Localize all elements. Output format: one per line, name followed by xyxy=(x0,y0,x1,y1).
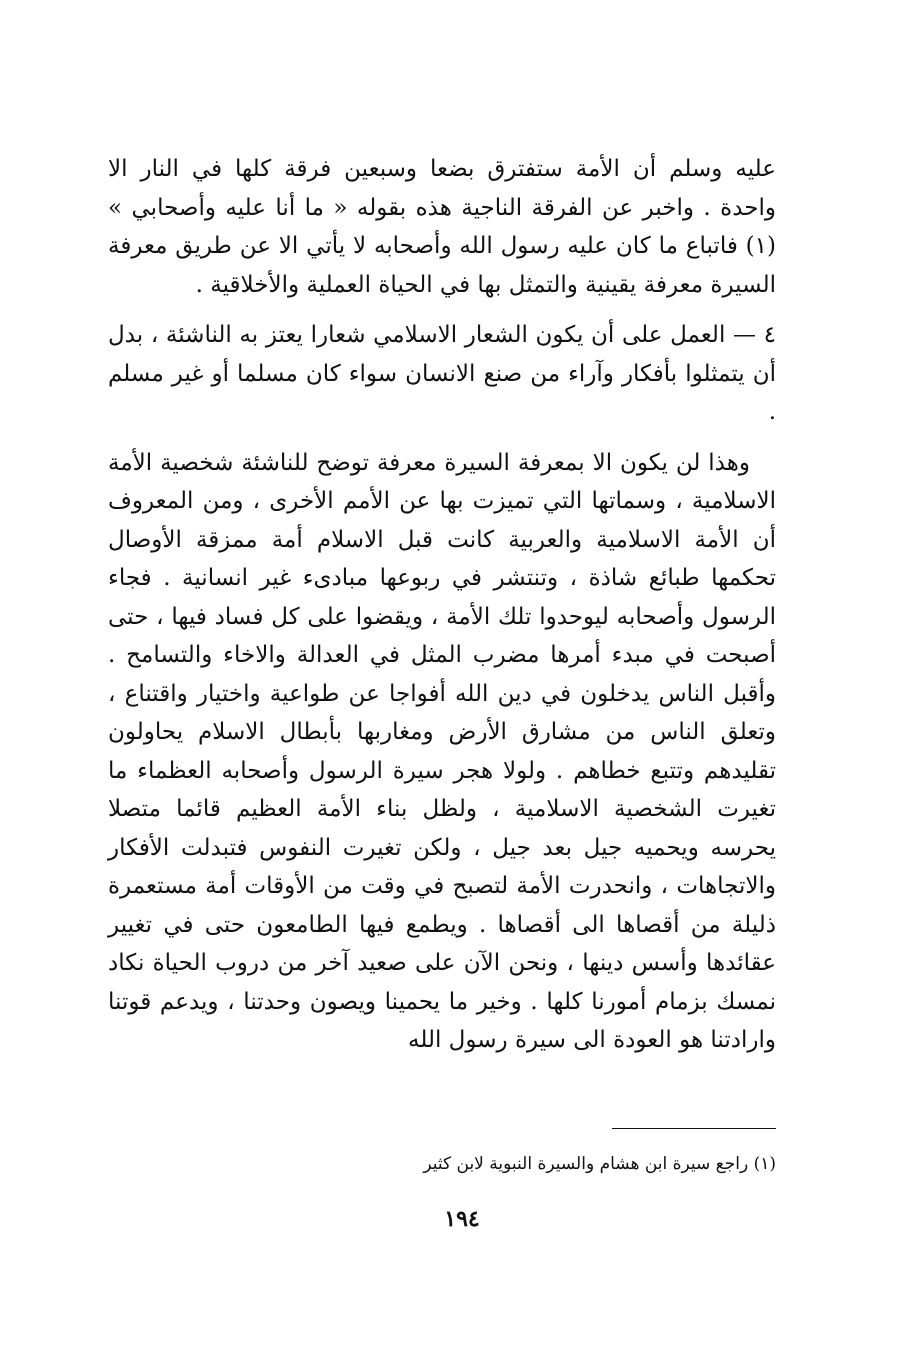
body-text xyxy=(108,150,776,1060)
paragraph-main: وهذا لن يكون الا بمعرفة السيرة معرفة توضح للناشئة شخصية الأمة الاسلامية ، وسماتها التي تميزت بها عن الأمم الأخرى ، ومن المعروف أن الأمة الاسلامية والعربية كانت قبل الاسلام أمة ممزقة الأوصال تحكمها طبائع شاذة ، وتنتشر في ربوعها مبادىء غير انسانية . فجاء الرسول وأصحابه ليوحدوا تلك الأمة ، ويقضوا على كل فساد فيها ، حتى أصبحت في مبدء أمرها مضرب المثل في العدالة والاخاء والتسامح . وأقبل الناس يدخلون في دين الله أفواجا عن طواعية واختيار واقتناع ، وتعلق الناس من مشارق الأرض ومغاربها بأبطال الاسلام يحاولون تقليدهم وتتبع خطاهم . ولولا هجر سيرة الرسول وأصحابه العظماء ما تغيرت الشخصية الاسلامية ، ولظل بناء الأمة العظيم قائما متصلا يحرسه ويحميه جيل بعد جيل ، ولكن تغيرت النفوس فتبدلت الأفكار والاتجاهات ، وانحدرت الأمة لتصبح في وقت من الأوقات أمة مستعمرة ذليلة من أقصاها الى أقصاها . ويطمع فيها الطامعون حتى في تغيير عقائدها وأسس دينها ، ونحن الآن على صعيد آخر من دروب الحياة نكاد نمسك بزمام أمورنا كلها . وخير ما يحمينا ويصون وحدتنا ، ويدعم قوتنا وارادتنا هو العودة الى سيرة رسول الله xyxy=(108,449,776,1053)
footnote: (١) راجع سيرة ابن هشام والسيرة النبوية لابن كثير xyxy=(423,1154,776,1174)
page-number: ١٩٤ xyxy=(444,1206,480,1232)
footnote-divider xyxy=(612,1128,776,1129)
paragraph-point-4: ٤ — العمل على أن يكون الشعار الاسلامي شعارا يعتز به الناشئة ، بدل أن يتمثلوا بأفكار وآراء من صنع الانسان سواء كان مسلما أو غير مسلم . xyxy=(108,322,776,425)
paragraph-continuation: عليه وسلم أن الأمة ستفترق بضعا وسبعين فرقة كلها في النار الا واحدة . واخبر عن الفرقة الناجية هذه بقوله « ما أنا عليه وأصحابي » (١) فاتباع ما كان عليه رسول الله وأصحابه لا يأتي الا عن طريق معرفة السيرة معرفة يقينية والتمثل بها في الحياة العملية والأخلاقية . xyxy=(108,156,776,298)
